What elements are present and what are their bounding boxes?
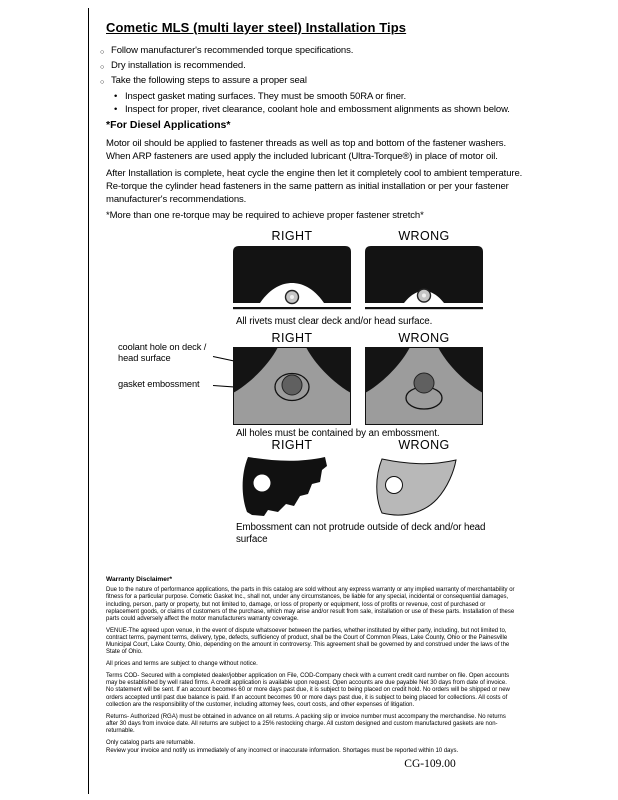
rivet-wrong-illustration — [365, 246, 483, 312]
page-code: CG-109.00 — [404, 758, 456, 770]
bullet-icon: • — [114, 103, 118, 115]
figure-embossment-wrong — [365, 347, 483, 425]
legal-section — [106, 576, 516, 759]
bullet-icon: • — [114, 90, 118, 102]
embossment-wrong-illustration — [365, 347, 483, 425]
diesel-heading: *For Diesel Applications* — [106, 119, 231, 131]
figure-caption-rivets: All rivets must clear deck and/or head surface. — [236, 316, 433, 327]
bullet-icon: ○ — [100, 79, 105, 87]
callout-coolant-label: coolant hole on deck / head surface — [118, 342, 207, 363]
rivet-right-illustration — [233, 246, 351, 312]
wrong-label: WRONG — [398, 229, 450, 243]
sub-tip-text: Inspect for proper, rivet clearance, coolant hole and embossment alignments as shown below. — [125, 103, 510, 115]
legal-paragraph: VENUE-The agreed upon venue, in the event of dispute whatsoever between the parties, whether instituted by either party, including, but not limited to, contract terms, payment terms, delivery, type, defects, sufficiency of product, shall be the Court of Common Pleas, Lake County, Ohio or the Painesville Municipal Court, Lake County, Ohio, depending on the amount in controversy. This agreement shall be governed by and construed under the laws of the State of Ohio. — [106, 627, 510, 656]
tip-item — [100, 59, 590, 74]
right-label: RIGHT — [271, 438, 313, 452]
diesel-paragraph-2: After Installation is complete, heat cycle the engine then let it completely cool to ambient temperature. Re-torque the cylinder head fasteners in the same pattern as initial installation or per your fastener manufacturer's recommendations. — [106, 168, 523, 205]
sub-tip-item — [114, 90, 590, 103]
figure-caption-protrusion: Embossment can not protrude outside of deck and/or head surface — [236, 522, 486, 545]
legal-paragraph: Only catalog parts are returnable. — [106, 739, 196, 746]
sub-tip-item — [114, 103, 590, 116]
tip-text: Take the following steps to assure a proper seal — [111, 75, 307, 87]
rivet-center-icon — [290, 295, 294, 299]
legal-paragraph: Due to the nature of performance applications, the parts in this catalog are sold without any express warranty or any implied warranty of merchantability or fitness for a particular purpose. Cometic Gasket Inc., shall not, under any circumstances, be liable for any special, incidental or consequential damages, including, person, party or property, but not limited to, damage, or loss of property or equipment, loss of profits or revenue, cost of purchased or replacement goods, or claims of customers of the purchase, which may arise and/or result from sale, installation or use of these parts. Installation of these parts could adversely affect the motor manufacturers warranty coverage. — [106, 587, 515, 623]
legal-paragraph: Returns- Authorized (RGA) must be obtained in advance on all returns. A packing slip or invoice number must accompany the merchandise. No returns after 30 days from invoice date. All returns are subject to a 25% restocking charge. All custom designed and custom manufactured gaskets are non-returnable. — [106, 713, 506, 735]
retorque-note: *More than one re-torque may be required to achieve proper fastener stretch* — [106, 210, 424, 221]
wrong-label: WRONG — [398, 438, 450, 452]
tip-text: Follow manufacturer's recommended torque specifications. — [111, 45, 354, 56]
legal-paragraph: All prices and terms are subject to change without notice. — [106, 661, 258, 668]
figure-rivet-wrong — [365, 246, 483, 312]
callout-embossment-label: gasket embossment — [118, 379, 200, 389]
tip-text: Dry installation is recommended. — [111, 60, 246, 72]
embossment-right-illustration — [233, 347, 351, 425]
bullet-icon: ○ — [100, 49, 105, 56]
coolant-hole-icon — [414, 373, 434, 393]
tip-item — [100, 44, 590, 59]
figure-embossment-right — [233, 347, 351, 425]
wrong-label: WRONG — [398, 331, 450, 345]
legal-heading: Warranty Disclaimer* — [106, 576, 173, 583]
figure-caption-holes: All holes must be contained by an embossment. — [236, 428, 440, 439]
bolt-hole-icon — [386, 477, 403, 494]
sub-tip-text: Inspect gasket mating surfaces. They must be smooth 50RA or finer. — [125, 90, 407, 102]
protrusion-wrong-illustration — [365, 454, 483, 518]
figure-protrusion-wrong — [365, 454, 483, 518]
tip-item — [100, 74, 590, 89]
rivet-center-icon — [422, 294, 426, 298]
right-label: RIGHT — [271, 331, 313, 345]
figure-protrusion-right — [233, 454, 351, 518]
page-title: Cometic MLS (multi layer steel) Installation Tips — [106, 20, 407, 35]
legal-paragraph: Review your invoice and notify us immediately of any incorrect or inaccurate information. Shortages must be reported within 10 days. — [106, 747, 459, 754]
tips-list — [100, 44, 590, 116]
bolt-hole-icon — [254, 475, 271, 492]
right-label: RIGHT — [271, 229, 313, 243]
legal-paragraph: Terms COD- Secured with a completed dealer/jobber application on File, COD-Company check with a current credit card number on file. Open accounts may be established by well rated firms. A credit application is available upon request. Open accounts are due payable Net 30 days from date of invoice. No statement will be sent. If an account becomes 60 or more days past due, it is subject to being placed on credit hold. No orders will be shipped or new orders accepted until past due balance is paid. If an account becomes 90 or more days past due, it is subject to being placed for collections. All costs of collection are the responsibility of the customer, including attorney fees, court costs, and other expenses of litigation. — [106, 673, 510, 708]
deck-surface-line — [233, 307, 351, 309]
deck-surface-line — [365, 307, 483, 309]
protrusion-right-illustration — [233, 454, 351, 518]
coolant-hole-icon — [282, 375, 302, 395]
bullet-icon: ○ — [100, 64, 105, 72]
left-margin-rule — [88, 8, 89, 794]
figure-rivet-right — [233, 246, 351, 312]
diesel-paragraph-1: Motor oil should be applied to fastener threads as well as top and bottom of the fastener washers. When ARP fasteners are used apply the included lubricant (Ultra-Torque®) in place of motor oil. — [106, 138, 506, 162]
